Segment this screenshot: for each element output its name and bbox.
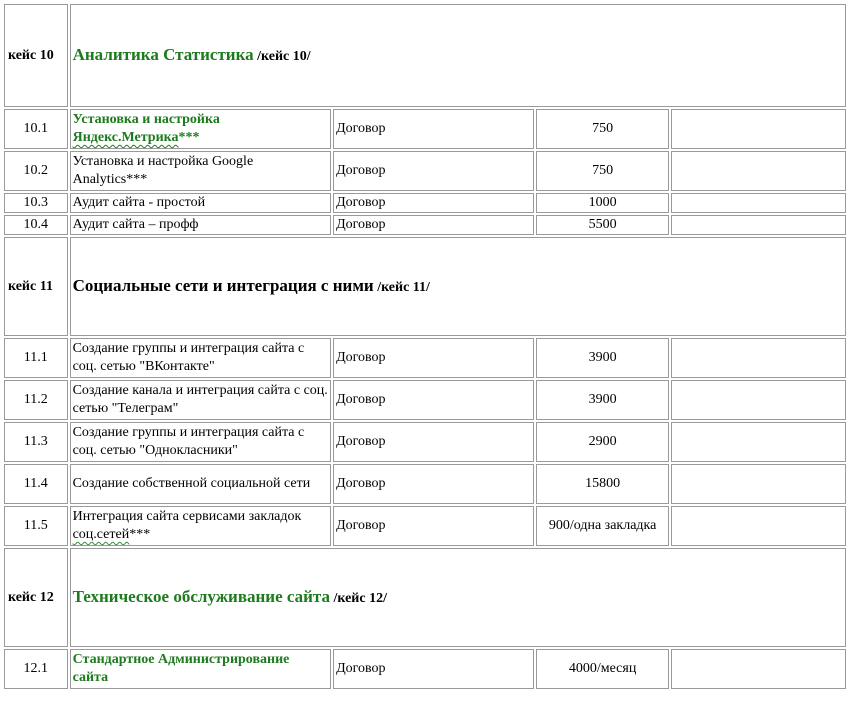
table-row [4,649,846,689]
row-number: 12.1 [4,649,68,689]
section-code: кейс 11 [4,237,68,336]
table-row [4,215,846,235]
row-number: 11.5 [4,506,68,546]
table-row [4,151,846,191]
table-row [4,422,846,462]
price-cell: 5500 [536,215,669,235]
price-cell: 3900 [536,380,669,420]
section-heading [70,548,846,647]
table-row [4,193,846,213]
contract-cell: Договор [333,506,534,546]
section-heading [70,4,846,107]
section-header-row [4,237,846,336]
price-cell: 4000/месяц [536,649,669,689]
contract-cell: Договор [333,380,534,420]
service-name: Создание собственной социальной сети [70,464,331,504]
empty-cell [671,109,846,149]
empty-cell [671,151,846,191]
section-code: кейс 12 [4,548,68,647]
section-title: Аналитика Статистика [72,44,254,64]
contract-cell: Договор [333,109,534,149]
table-row [4,464,846,504]
contract-cell: Договор [333,464,534,504]
row-number: 11.3 [4,422,68,462]
section-header-row [4,4,846,107]
price-cell: 2900 [536,422,669,462]
service-name-part: Яндекс.Метрика [72,130,179,145]
contract-cell: Договор [333,193,534,213]
empty-cell [671,338,846,378]
row-number: 10.4 [4,215,68,235]
service-name-part: соц.сетей [72,527,130,542]
section-code: кейс 10 [4,4,68,107]
empty-cell [671,464,846,504]
empty-cell [671,380,846,420]
table-row [4,380,846,420]
empty-cell [671,215,846,235]
table-row [4,338,846,378]
section-suffix: /кейс 10/ [257,48,311,64]
service-name-part: Интеграция сайта сервисами закладок [72,509,302,524]
service-name: Аудит сайта - простой [70,193,331,213]
section-heading [70,237,846,336]
service-name-part: *** [178,130,200,145]
contract-cell: Договор [333,215,534,235]
empty-cell [671,193,846,213]
table-row [4,506,846,546]
price-cell: 1000 [536,193,669,213]
price-cell: 3900 [536,338,669,378]
section-title: Техническое обслуживание сайта [72,586,330,606]
service-name: Создание канала и интеграция сайта с соц. сетью "Телеграм" [70,380,331,420]
service-name: Установка и настройка Google Analytics*** [70,151,331,191]
row-number: 11.2 [4,380,68,420]
empty-cell [671,422,846,462]
price-cell: 750 [536,109,669,149]
contract-cell: Договор [333,151,534,191]
section-suffix: /кейс 12/ [333,590,387,606]
row-number: 11.4 [4,464,68,504]
price-cell: 900/одна закладка [536,506,669,546]
service-name: Создание группы и интеграция сайта с соц. сетью "Однокласники" [70,422,331,462]
service-name-part: Установка и настройка [72,112,220,127]
contract-cell: Договор [333,422,534,462]
service-name: Стандартное Администрирование сайта [70,649,331,689]
price-cell: 750 [536,151,669,191]
service-name: Аудит сайта – профф [70,215,331,235]
contract-cell: Договор [333,338,534,378]
section-suffix: /кейс 11/ [377,279,430,295]
service-name [70,109,331,149]
row-number: 10.1 [4,109,68,149]
table-row [4,109,846,149]
service-name [70,506,331,546]
row-number: 10.2 [4,151,68,191]
price-table [2,2,848,691]
section-header-row [4,548,846,647]
empty-cell [671,649,846,689]
section-title: Социальные сети и интеграция с ними [72,275,374,295]
price-cell: 15800 [536,464,669,504]
service-name-part: *** [129,527,151,542]
empty-cell [671,506,846,546]
service-name: Создание группы и интеграция сайта с соц. сетью "ВКонтакте" [70,338,331,378]
row-number: 10.3 [4,193,68,213]
contract-cell: Договор [333,649,534,689]
row-number: 11.1 [4,338,68,378]
